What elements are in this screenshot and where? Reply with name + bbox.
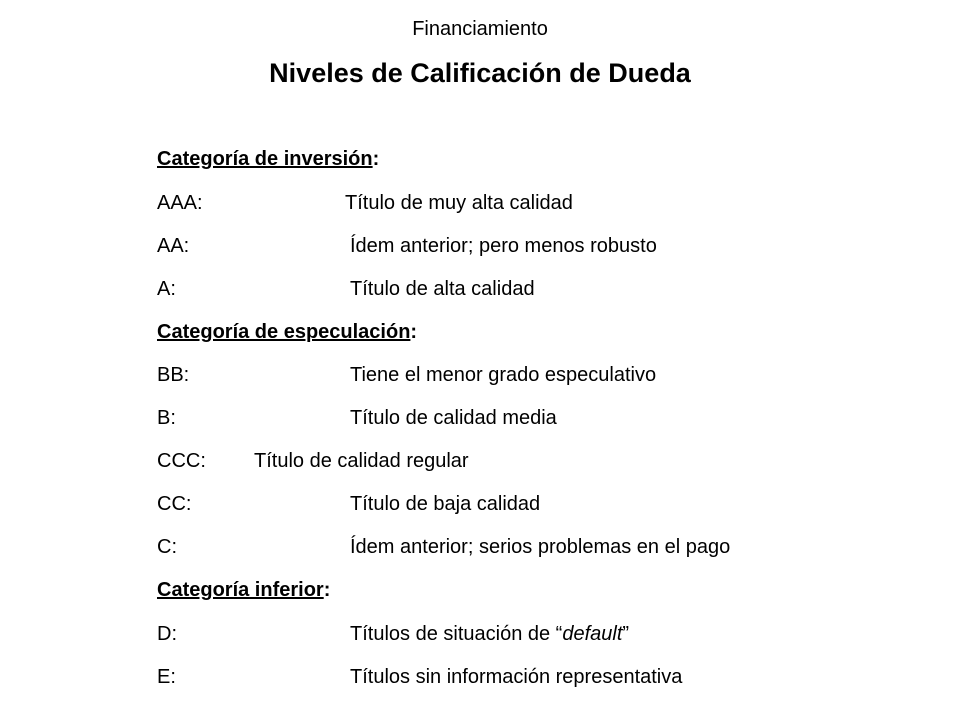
rating-description-emphasis: default — [562, 623, 623, 645]
section-heading-especulacion — [157, 318, 417, 346]
section-heading-colon: : — [410, 321, 418, 343]
rating-row-a — [157, 275, 535, 303]
section-heading-text: Categoría de especulación — [157, 321, 411, 343]
rating-code: A: — [157, 278, 176, 300]
section-heading-inferior — [157, 576, 330, 604]
rating-description-post: ” — [622, 623, 630, 645]
rating-row-d — [157, 620, 630, 648]
rating-description: Título de calidad regular — [254, 450, 469, 472]
rating-code: CCC: — [157, 450, 206, 472]
section-heading-text: Categoría inferior — [157, 579, 324, 601]
rating-description: Ídem anterior; pero menos robusto — [350, 235, 657, 257]
rating-description-pre: Títulos de situación de “ — [350, 623, 563, 645]
rating-description: Título de muy alta calidad — [345, 192, 573, 214]
section-heading-inversion — [157, 145, 379, 173]
rating-description: Título de baja calidad — [350, 493, 541, 515]
rating-code: AAA: — [157, 192, 203, 214]
rating-code: CC: — [157, 493, 192, 515]
rating-row-ccc — [157, 447, 469, 475]
rating-row-aa — [157, 232, 657, 260]
rating-code: B: — [157, 407, 176, 429]
rating-description: Tiene el menor grado especulativo — [350, 364, 657, 386]
rating-code: C: — [157, 536, 177, 558]
supertitle: Financiamiento — [412, 18, 548, 40]
rating-description: Título de calidad media — [350, 407, 557, 429]
section-heading-colon: : — [323, 579, 331, 601]
rating-code: AA: — [157, 235, 190, 257]
rating-row-cc — [157, 490, 541, 518]
page-title: Niveles de Calificación de Dueda — [269, 58, 691, 88]
rating-row-b — [157, 404, 557, 432]
rating-code: BB: — [157, 364, 190, 386]
rating-row-e — [157, 663, 683, 691]
section-heading-text: Categoría de inversión — [157, 148, 373, 170]
rating-description: Título de alta calidad — [350, 278, 535, 300]
rating-row-c — [157, 533, 731, 561]
rating-code: D: — [157, 623, 177, 645]
rating-description: Ídem anterior; serios problemas en el pago — [350, 536, 731, 558]
rating-code: E: — [157, 666, 176, 688]
rating-description: Títulos sin información representativa — [350, 666, 683, 688]
rating-description — [350, 620, 629, 648]
rating-row-aaa — [157, 189, 573, 217]
section-heading-colon: : — [372, 148, 380, 170]
rating-row-bb — [157, 361, 657, 389]
